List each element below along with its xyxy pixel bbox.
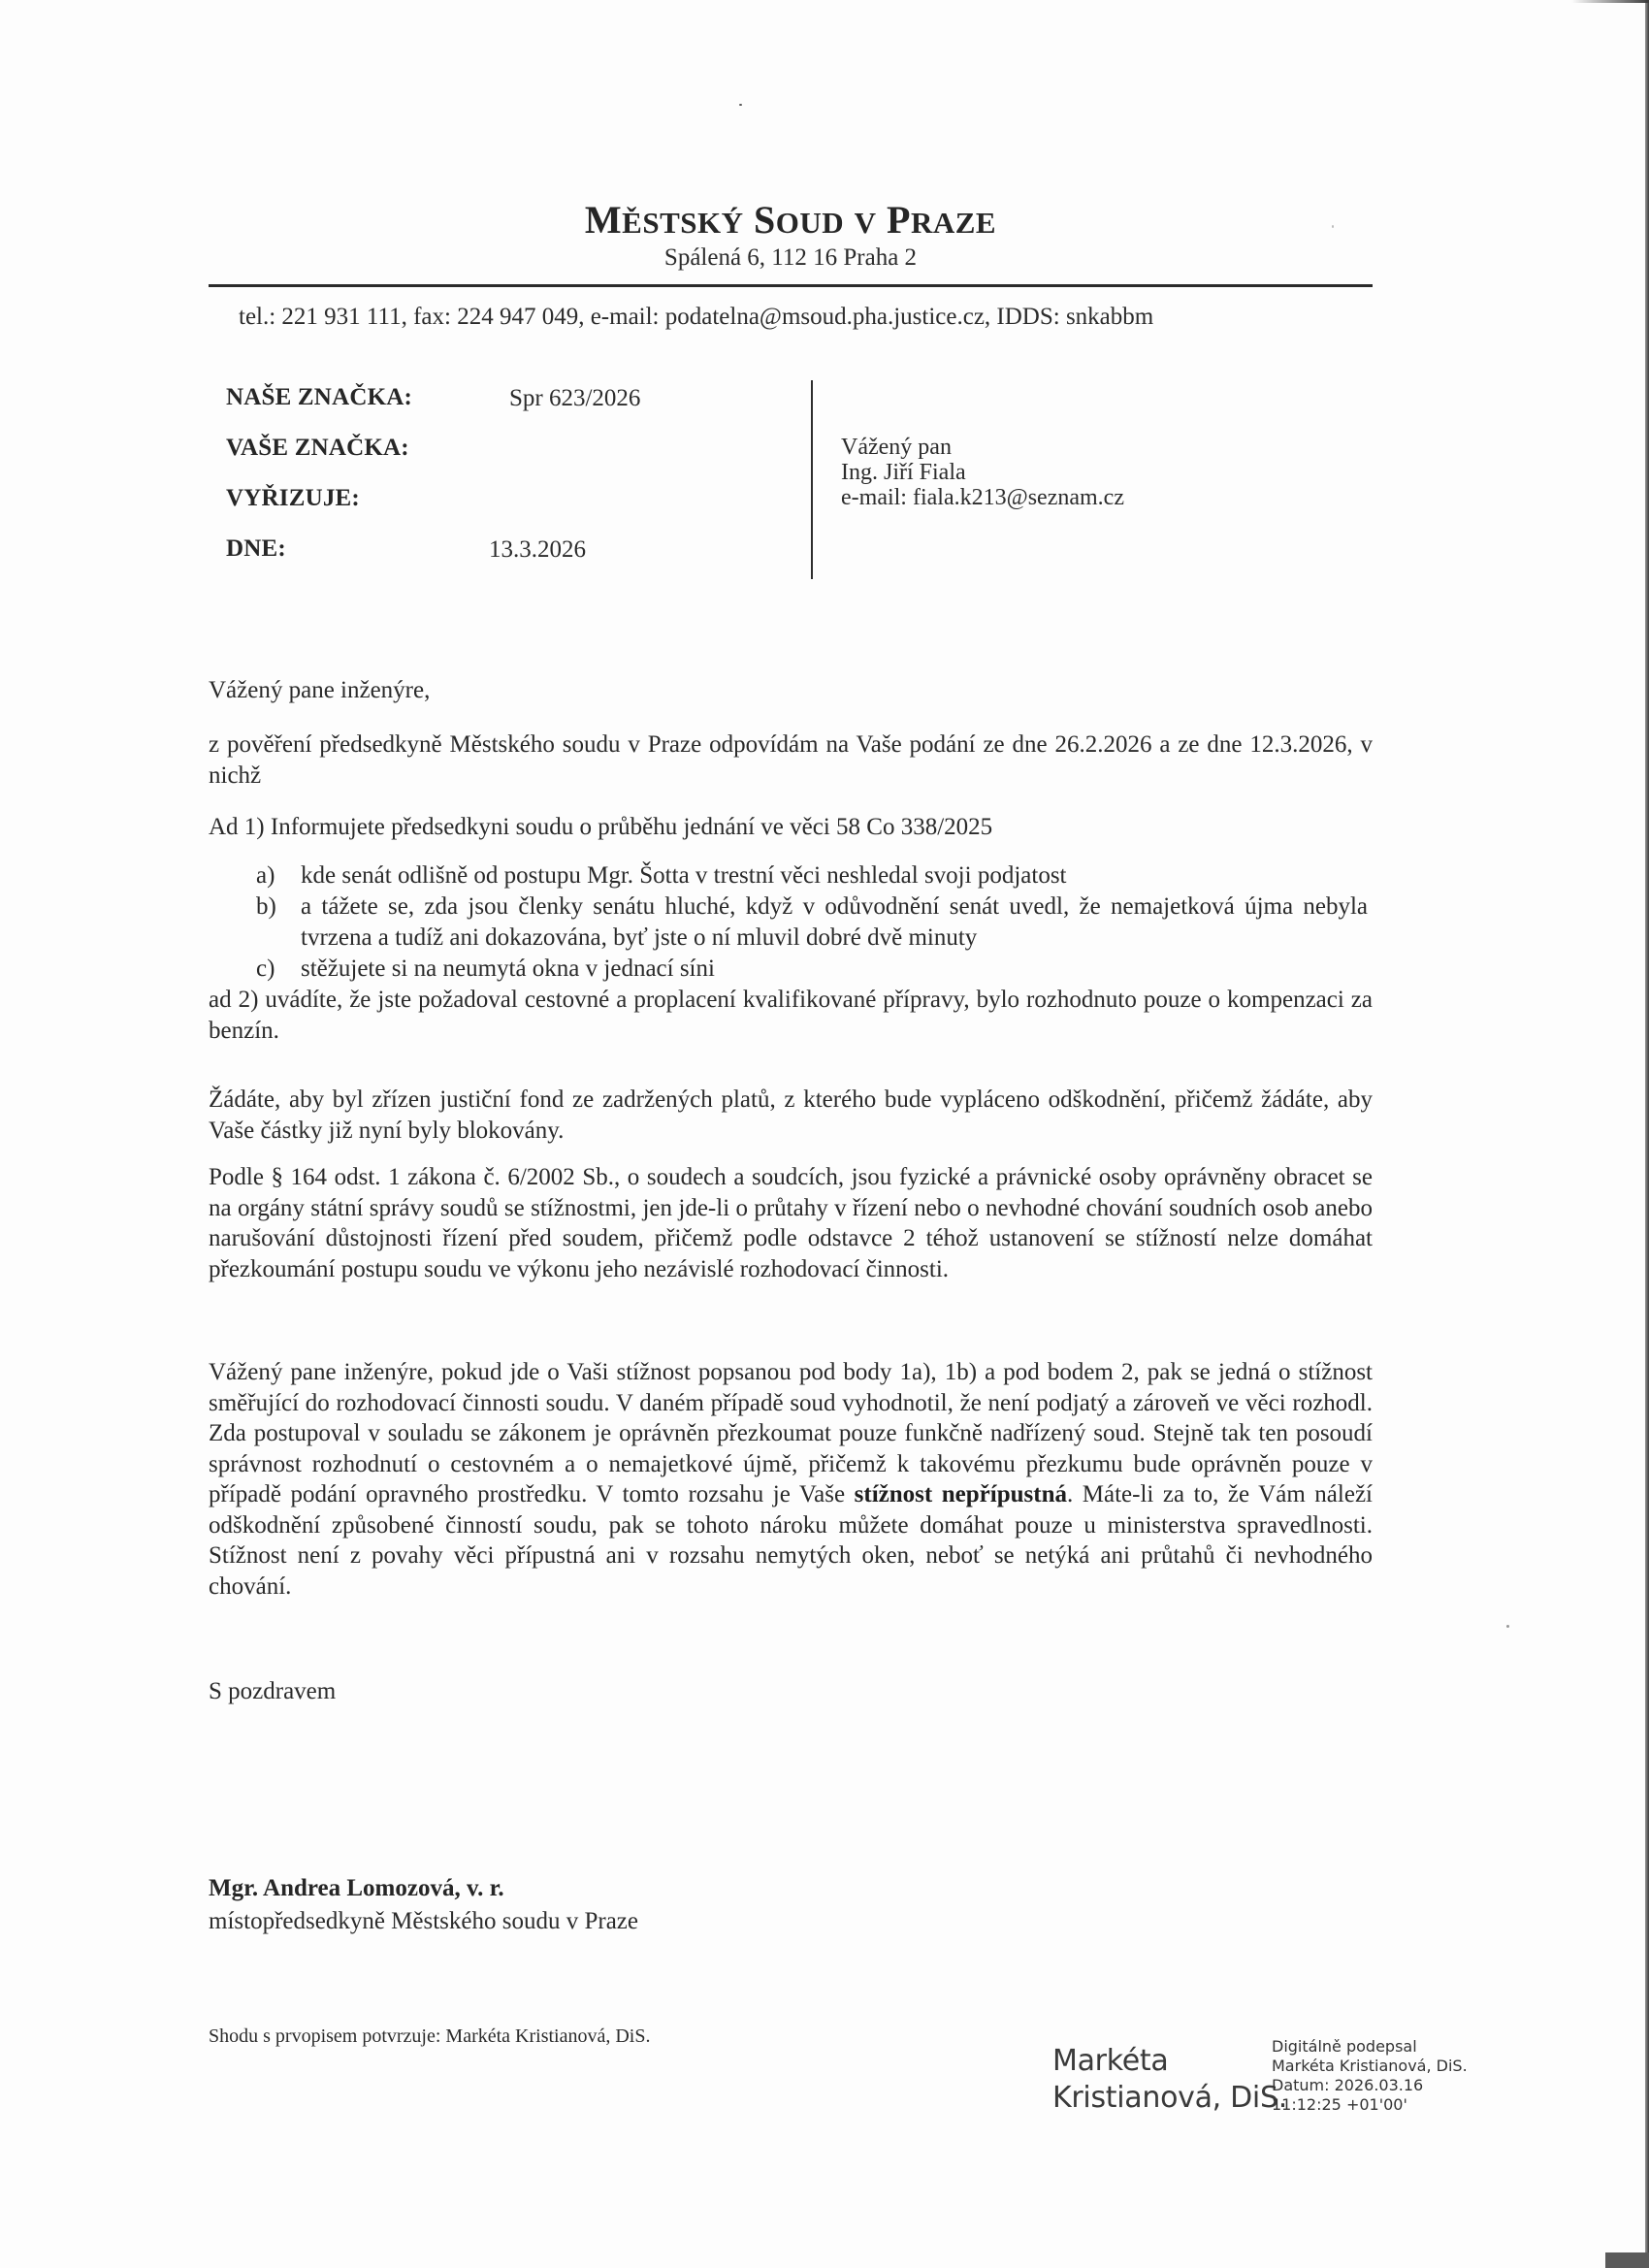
list-text: kde senát odlišně od postupu Mgr. Šotta v trestní věci neshledal svoji podjatost — [301, 862, 1067, 889]
your-reference-row — [226, 435, 409, 462]
date-row — [226, 535, 586, 563]
digital-signature-details — [1272, 2037, 1468, 2115]
digital-signature-name-line-1: Markéta — [1052, 2044, 1169, 2078]
recipient-salutation: Vážený pan — [841, 435, 952, 460]
scan-edge-right — [1645, 0, 1649, 2268]
digital-signature-name-line-2: Kristianová, DiS. — [1052, 2081, 1287, 2115]
date-value: 13.3.2026 — [489, 536, 586, 563]
digital-signature-date: Datum: 2026.03.16 — [1272, 2076, 1424, 2094]
court-name-word-1: MĚSTSKÝ — [584, 198, 744, 242]
recipient-name: Ing. Jiří Fiala — [841, 460, 966, 485]
signer-name: Mgr. Andrea Lomozová, v. r. — [209, 1875, 504, 1901]
scan-speck — [739, 104, 742, 106]
list-text: stěžujete si na neumytá okna v jednací síni — [301, 956, 715, 982]
court-name-word-4: PRAZE — [887, 198, 997, 242]
list-marker: c) — [256, 956, 275, 982]
handled-by-label: VYŘIZUJE: — [226, 485, 360, 511]
court-name-word-3: V — [854, 206, 877, 240]
digital-signature-signer: Markéta Kristianová, DiS. — [1272, 2057, 1468, 2075]
conclusion-text-1: Vážený pane inženýre, pokud jde o Vaši stížnost popsanou pod body 1a), 1b) a pod bodem 2, pak se jedná o stížnost směřující do rozhodovací činnosti soudu. V daném případě soud vyhodnotil, že není podjatý a zároveň ve věci rozhodl. Zda postupoval v souladu se zákonem je oprávněn přezkoumat pouze funkčně nadřízený soud. Stejně tak ten posoudí správnost rozhodnutí o cestovném a o nemajetkové újmě, přičemž k takovému přezkumu bude oprávněn pouze v případě podání opravného prostředku. V tomto rozsahu je Vaše — [209, 1359, 1373, 1507]
recipient-address — [841, 435, 1124, 510]
digital-signature-time: 11:12:25 +01'00' — [1272, 2095, 1407, 2114]
conclusion-text-2: . Máte-li za to, že Vám náleží odškodnění způsobené činností soudu, pak se tohoto nároku můžete domáhat pouze u ministerstva spravedlnosti. Stížnost není z povahy věci přípustná ani v rozsahu nemytých oken, neboť se netýká ani průtahů či nevhodného chování. — [209, 1481, 1373, 1600]
recipient-email: e-mail: fiala.k213@seznam.cz — [841, 485, 1124, 510]
your-reference-label: VAŠE ZNAČKA: — [226, 435, 409, 461]
point-1-heading: Ad 1) Informujete předsedkyni soudu o průběhu jednání ve věci 58 Co 338/2025 — [209, 814, 993, 840]
list-text: a tážete se, zda jsou členky senátu hluché, když v odůvodnění senát uvedl, že nemajetková újma nebyla tvrzena a tudíž ani dokazována, byť jste o ní mluvil dobré dvě minuty — [301, 893, 1368, 951]
scan-edge-top — [1571, 0, 1649, 3]
point-2-paragraph: ad 2) uvádíte, že jste požadoval cestovné a proplacení kvalifikované přípravy, bylo rozhodnuto pouze o kompenzaci za benzín. — [209, 987, 1373, 1044]
intro-paragraph: z pověření předsedkyně Městského soudu v Praze odpovídám na Vaše podání ze dne 26.2.2026 a ze dne 12.3.2026, v nichž — [209, 731, 1373, 789]
our-reference-label: NAŠE ZNAČKA: — [226, 384, 412, 410]
scan-speck — [1506, 1625, 1509, 1628]
court-name-word-2: SOUD — [754, 198, 845, 242]
digital-signature-name — [1052, 2043, 1287, 2117]
court-contact-line: tel.: 221 931 111, fax: 224 947 049, e-mail: podatelna@msoud.pha.justice.cz, IDDS: snkabbm — [239, 304, 1154, 330]
inadmissible-complaint-emphasis: stížnost nepřípustná — [854, 1481, 1067, 1507]
header-divider — [209, 284, 1373, 287]
list-marker: a) — [256, 862, 275, 889]
greeting: Vážený pane inženýre, — [209, 677, 431, 703]
closing-salutation: S pozdravem — [209, 1678, 337, 1704]
date-label: DNE: — [226, 535, 286, 562]
digital-signature-caption: Digitálně podepsal — [1272, 2037, 1417, 2056]
signer-title: místopředsedkyně Městského soudu v Praze — [209, 1908, 638, 1934]
reference-divider — [811, 380, 813, 579]
our-reference-value: Spr 623/2026 — [509, 385, 641, 411]
handled-by-row — [226, 485, 360, 512]
list-marker: b) — [256, 893, 276, 920]
legal-basis-paragraph: Podle § 164 odst. 1 zákona č. 6/2002 Sb., o soudech a soudcích, jsou fyzické a právnické osoby oprávněny obracet se na orgány státní správy soudů se stížnostmi, jen jde-li o průtahy v řízení nebo o nevhodné chování soudních osob anebo narušování důstojnosti řízení před soudem, přičemž podle odstavce 2 téhož ustanovení se stížností nelze domáhat přezkoumání postupu soudu ve výkonu jeho nezávislé rozhodovací činnosti. — [209, 1164, 1373, 1282]
conclusion-paragraph — [209, 1357, 1373, 1602]
our-reference-row — [226, 384, 641, 411]
request-paragraph: Žádáte, aby byl zřízen justiční fond ze zadržených platů, z kterého bude vypláceno odškodnění, přičemž žádáte, aby Vaše částky již nyní byly blokovány. — [209, 1086, 1373, 1144]
court-name — [0, 197, 1581, 243]
court-address: Spálená 6, 112 16 Praha 2 — [663, 244, 918, 271]
scan-edge-bottom — [1605, 2252, 1649, 2268]
copy-certification: Shodu s prvopisem potvrzuje: Markéta Kristianová, DiS. — [209, 2025, 651, 2047]
